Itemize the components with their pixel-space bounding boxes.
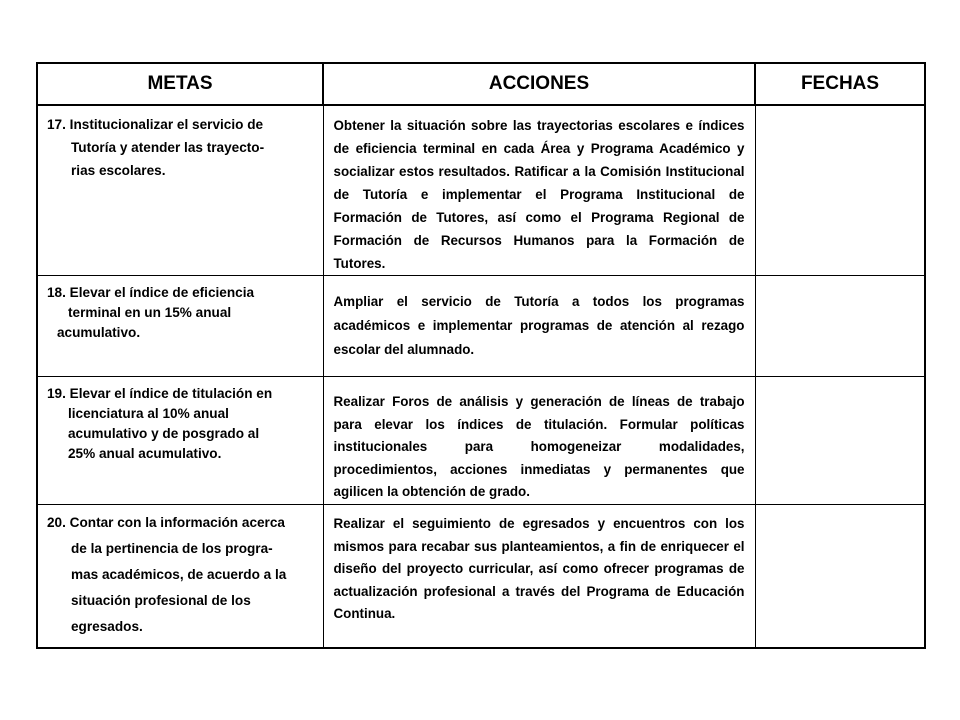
accion-cell [323, 505, 755, 649]
fecha-cell [755, 505, 925, 649]
meta-line: situación profesional de los [71, 593, 251, 608]
accion-text: Realizar el seguimiento de egresados y encuentros con los mismos para recabar sus planteamientos, a fin de enriquecer el diseño del proyecto curricular, así como ofrecer programas de actualización profesional a través del Programa de Educación Continua. [333, 516, 745, 621]
accion-cell [323, 105, 755, 276]
meta-cell [37, 377, 323, 505]
table-header-row [37, 63, 925, 105]
meta-line: 18. Elevar el índice de eficiencia [47, 285, 255, 300]
meta-line: acumulativo y de posgrado al [68, 426, 260, 441]
meta-line: acumulativo. [57, 325, 141, 340]
meta-line: mas académicos, de acuerdo a la [71, 567, 287, 582]
table-row [37, 505, 925, 649]
meta-line: 17. Institucionalizar el servicio de [47, 117, 264, 132]
table-row [37, 105, 925, 276]
meta-line: de la pertinencia de los progra- [71, 541, 273, 556]
meta-line: licenciatura al 10% anual [68, 406, 229, 421]
fecha-cell [755, 276, 925, 377]
meta-cell [37, 505, 323, 649]
meta-cell [37, 105, 323, 276]
accion-cell [323, 276, 755, 377]
goals-actions-table [36, 62, 926, 649]
fecha-cell [755, 105, 925, 276]
fecha-cell [755, 377, 925, 505]
accion-text: Ampliar el servicio de Tutoría a todos los programas académicos e implementar programas de atención al rezago escolar del alumnado. [333, 294, 745, 357]
table-row [37, 276, 925, 377]
header-acciones: ACCIONES [323, 63, 755, 105]
accion-cell [323, 377, 755, 505]
meta-line: 19. Elevar el índice de titulación en [47, 386, 273, 401]
header-fechas: FECHAS [755, 63, 925, 105]
table-row [37, 377, 925, 505]
meta-line: 25% anual acumulativo. [68, 446, 222, 461]
meta-line: 20. Contar con la información acerca [47, 515, 285, 530]
meta-cell [37, 276, 323, 377]
meta-line: egresados. [71, 619, 143, 634]
accion-text: Realizar Foros de análisis y generación de líneas de trabajo para elevar los índices de titulación. Formular políticas institucionales para homogeneizar modalidades, procedimientos, acciones inmediatas y permanentes que agilicen la obtención de grado. [333, 394, 745, 499]
meta-line: rias escolares. [71, 163, 166, 178]
header-metas: METAS [37, 63, 323, 105]
meta-line: Tutoría y atender las trayecto- [71, 140, 265, 155]
accion-text: Obtener la situación sobre las trayectorias escolares e índices de eficiencia terminal en cada Área y Programa Académico y socializar estos resultados. Ratificar a la Comisión Institucional de Tutoría e implementar el Programa Institucional de Formación de Tutores, así como el Programa Regional de Formación de Recursos Humanos para la Formación de Tutores. [333, 118, 745, 271]
meta-line: terminal en un 15% anual [68, 305, 232, 320]
